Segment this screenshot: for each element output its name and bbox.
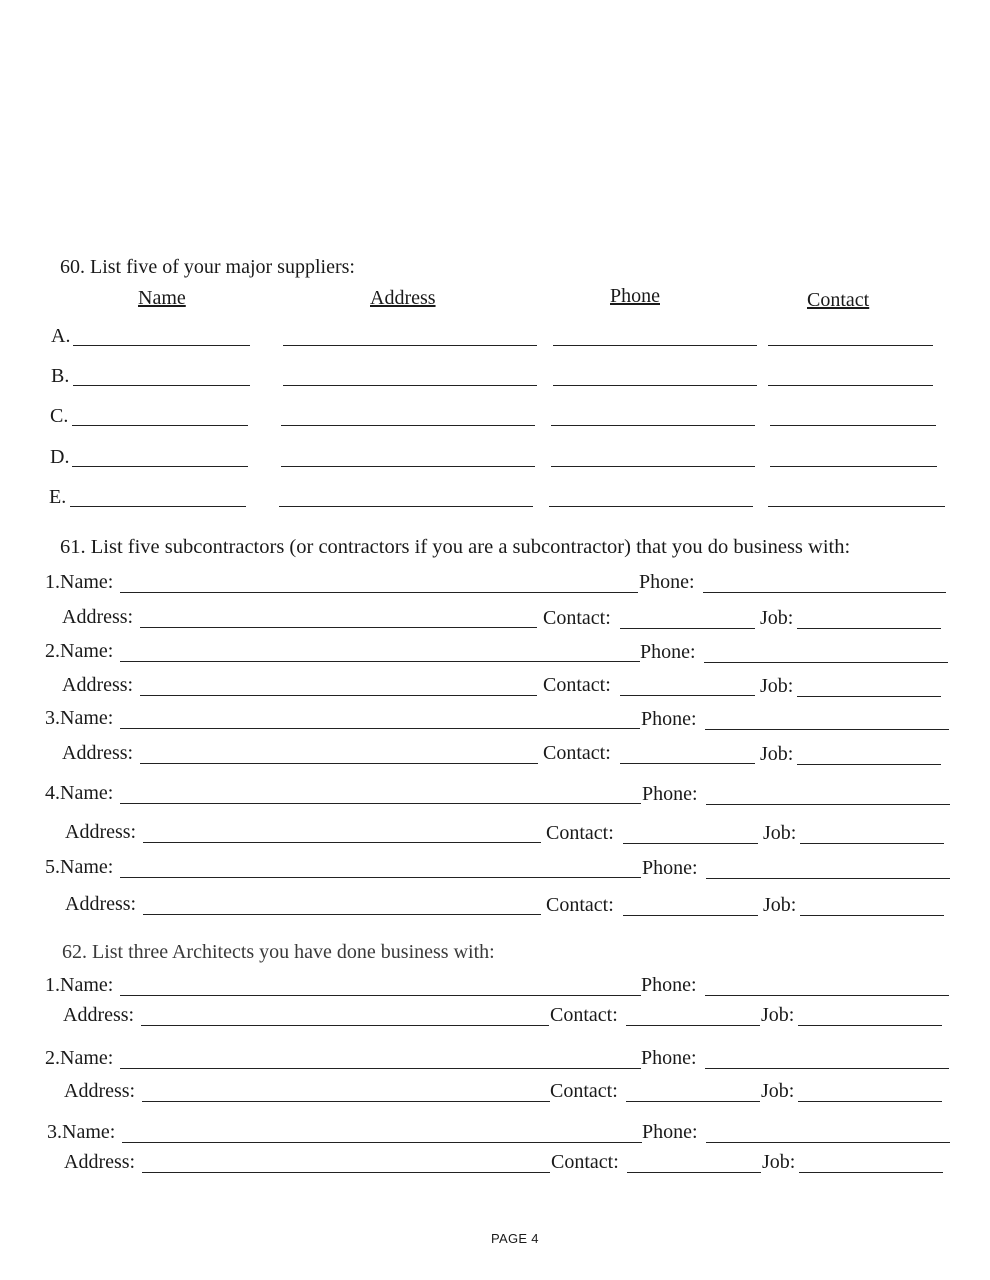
architect-address-field[interactable] xyxy=(141,1025,549,1026)
supplier-name-field[interactable] xyxy=(70,506,246,507)
subcontractor-job-label: Job: xyxy=(760,743,794,765)
column-header-contact: Contact xyxy=(807,289,870,311)
page-number: PAGE 4 xyxy=(491,1231,539,1246)
supplier-row-label: B. xyxy=(51,365,70,387)
architect-job-label: Job: xyxy=(761,1004,795,1026)
supplier-name-field[interactable] xyxy=(72,466,248,467)
subcontractor-name-label: 2.Name: xyxy=(45,640,114,662)
subcontractor-phone-field[interactable] xyxy=(706,878,950,879)
architect-contact-label: Contact: xyxy=(550,1080,618,1102)
supplier-row-label: D. xyxy=(50,446,70,468)
architect-contact-field[interactable] xyxy=(626,1025,760,1026)
subcontractor-job-field[interactable] xyxy=(797,628,941,629)
supplier-name-field[interactable] xyxy=(72,425,248,426)
subcontractor-address-label: Address: xyxy=(65,893,137,915)
subcontractor-name-field[interactable] xyxy=(120,803,641,804)
subcontractor-contact-field[interactable] xyxy=(620,763,755,764)
subcontractor-contact-field[interactable] xyxy=(620,695,755,696)
supplier-address-field[interactable] xyxy=(283,345,537,346)
subcontractor-job-label: Job: xyxy=(760,607,794,629)
architect-phone-label: Phone: xyxy=(641,974,697,996)
architect-contact-label: Contact: xyxy=(551,1151,619,1173)
subcontractor-contact-label: Contact: xyxy=(543,674,611,696)
architect-contact-field[interactable] xyxy=(626,1101,760,1102)
subcontractor-address-label: Address: xyxy=(62,606,134,628)
supplier-name-field[interactable] xyxy=(73,385,250,386)
subcontractor-name-label: 4.Name: xyxy=(45,782,114,804)
supplier-contact-field[interactable] xyxy=(770,466,937,467)
subcontractor-job-label: Job: xyxy=(760,675,794,697)
column-header-phone: Phone xyxy=(610,285,660,307)
architect-address-label: Address: xyxy=(63,1004,135,1026)
supplier-phone-field[interactable] xyxy=(549,506,753,507)
architect-name-field[interactable] xyxy=(120,1068,641,1069)
supplier-address-field[interactable] xyxy=(281,425,535,426)
subcontractor-phone-label: Phone: xyxy=(642,783,698,805)
subcontractor-phone-field[interactable] xyxy=(703,592,946,593)
subcontractor-contact-field[interactable] xyxy=(623,915,758,916)
subcontractor-address-field[interactable] xyxy=(140,695,537,696)
column-header-name: Name xyxy=(138,287,186,309)
architect-job-label: Job: xyxy=(761,1080,795,1102)
subcontractor-address-field[interactable] xyxy=(140,763,538,764)
subcontractor-contact-label: Contact: xyxy=(546,822,614,844)
architect-phone-field[interactable] xyxy=(706,1142,950,1143)
architect-address-field[interactable] xyxy=(142,1101,550,1102)
subcontractor-address-field[interactable] xyxy=(143,914,541,915)
supplier-row-label: E. xyxy=(49,486,67,508)
subcontractor-address-label: Address: xyxy=(62,674,134,696)
subcontractor-job-label: Job: xyxy=(763,894,797,916)
subcontractor-address-label: Address: xyxy=(65,821,137,843)
subcontractor-name-label: 1.Name: xyxy=(45,571,114,593)
architect-address-label: Address: xyxy=(64,1151,136,1173)
supplier-contact-field[interactable] xyxy=(768,506,945,507)
subcontractor-phone-field[interactable] xyxy=(705,729,949,730)
subcontractor-phone-field[interactable] xyxy=(706,804,950,805)
q61-title: 61. List five subcontractors (or contractors if you are a subcontractor) that you do business with: xyxy=(60,536,851,558)
supplier-phone-field[interactable] xyxy=(553,345,757,346)
supplier-name-field[interactable] xyxy=(73,345,250,346)
subcontractor-contact-field[interactable] xyxy=(620,628,755,629)
supplier-contact-field[interactable] xyxy=(768,345,933,346)
subcontractor-address-label: Address: xyxy=(62,742,134,764)
architect-name-label: 2.Name: xyxy=(45,1047,114,1069)
architect-contact-field[interactable] xyxy=(627,1172,761,1173)
q62-title: 62. List three Architects you have done business with: xyxy=(62,941,495,963)
architect-phone-field[interactable] xyxy=(705,995,949,996)
subcontractor-phone-label: Phone: xyxy=(639,571,695,593)
architect-name-label: 3.Name: xyxy=(47,1121,116,1143)
subcontractor-contact-label: Contact: xyxy=(543,742,611,764)
architect-name-label: 1.Name: xyxy=(45,974,114,996)
architect-job-field[interactable] xyxy=(798,1101,942,1102)
architect-job-label: Job: xyxy=(762,1151,796,1173)
subcontractor-contact-label: Contact: xyxy=(546,894,614,916)
architect-phone-field[interactable] xyxy=(705,1068,949,1069)
subcontractor-phone-label: Phone: xyxy=(642,857,698,879)
subcontractor-phone-label: Phone: xyxy=(641,708,697,730)
q60-title: 60. List five of your major suppliers: xyxy=(60,256,355,278)
subcontractor-contact-label: Contact: xyxy=(543,607,611,629)
architect-address-field[interactable] xyxy=(142,1172,550,1173)
supplier-phone-field[interactable] xyxy=(553,385,757,386)
architect-phone-label: Phone: xyxy=(641,1047,697,1069)
supplier-address-field[interactable] xyxy=(281,466,535,467)
subcontractor-name-label: 3.Name: xyxy=(45,707,114,729)
column-header-address: Address xyxy=(370,287,436,309)
supplier-contact-field[interactable] xyxy=(770,425,936,426)
subcontractor-name-field[interactable] xyxy=(120,728,640,729)
architect-job-field[interactable] xyxy=(799,1172,943,1173)
subcontractor-name-field[interactable] xyxy=(120,661,640,662)
architect-name-field[interactable] xyxy=(120,995,641,996)
subcontractor-job-field[interactable] xyxy=(800,915,944,916)
architect-address-label: Address: xyxy=(64,1080,136,1102)
subcontractor-job-field[interactable] xyxy=(797,696,941,697)
subcontractor-name-field[interactable] xyxy=(120,877,641,878)
supplier-row-label: C. xyxy=(50,405,69,427)
supplier-contact-field[interactable] xyxy=(768,385,933,386)
architect-phone-label: Phone: xyxy=(642,1121,698,1143)
subcontractor-contact-field[interactable] xyxy=(623,843,758,844)
supplier-phone-field[interactable] xyxy=(551,425,755,426)
architect-contact-label: Contact: xyxy=(550,1004,618,1026)
subcontractor-job-field[interactable] xyxy=(800,843,944,844)
supplier-row-label: A. xyxy=(51,325,71,347)
architect-name-field[interactable] xyxy=(122,1142,642,1143)
subcontractor-address-field[interactable] xyxy=(143,842,541,843)
subcontractor-phone-field[interactable] xyxy=(704,662,948,663)
supplier-phone-field[interactable] xyxy=(551,466,755,467)
supplier-address-field[interactable] xyxy=(283,385,537,386)
supplier-address-field[interactable] xyxy=(279,506,533,507)
subcontractor-address-field[interactable] xyxy=(140,627,537,628)
subcontractor-phone-label: Phone: xyxy=(640,641,696,663)
subcontractor-job-field[interactable] xyxy=(797,764,941,765)
architect-job-field[interactable] xyxy=(798,1025,942,1026)
subcontractor-job-label: Job: xyxy=(763,822,797,844)
subcontractor-name-label: 5.Name: xyxy=(45,856,114,878)
subcontractor-name-field[interactable] xyxy=(120,592,638,593)
